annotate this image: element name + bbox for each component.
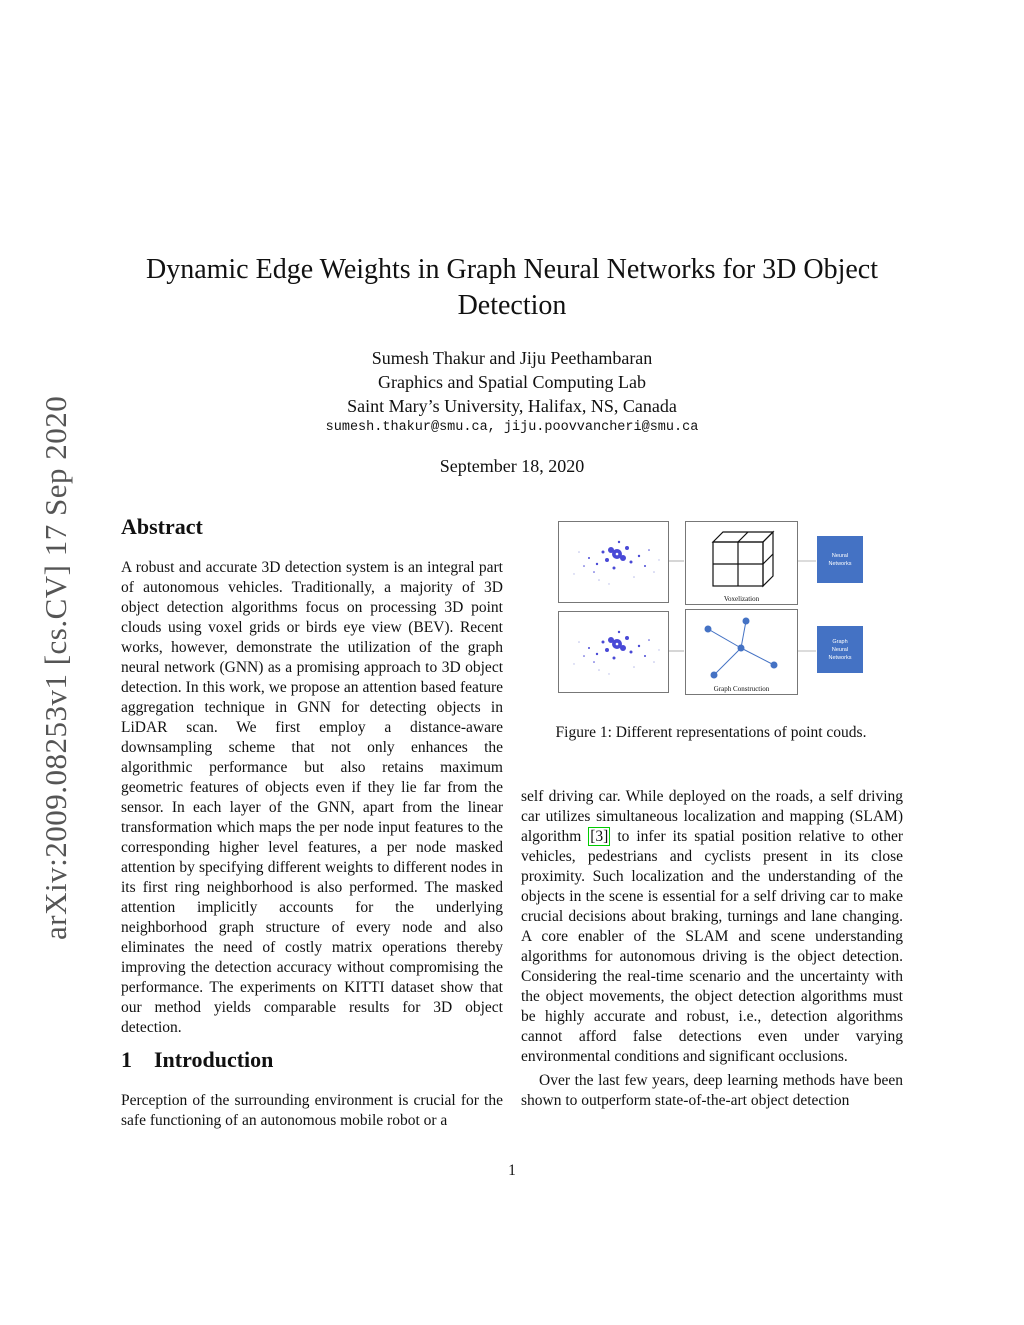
neural-networks-box [817,536,863,583]
intro-right-paragraph-2: Over the last few years, deep learning methods have been shown to outperform state-of-the-art object detection [521,1072,903,1109]
graph-neural-networks-box [817,626,863,673]
paper-title: Dynamic Edge Weights in Graph Neural Networks for 3D Object Detection [145,254,879,321]
section-title: Introduction [154,1047,274,1072]
author-emails: sumesh.thakur@smu.ca, jiju.poovvancheri@smu.ca [325,420,699,435]
voxelization-panel [685,521,798,605]
arxiv-side-label: arXiv:2009.08253v1 [cs.CV] 17 Sep 2020 [38,395,73,940]
voxelization-label: Voxelization [723,595,760,603]
page-number: 1 [508,1162,516,1179]
author-block [210,346,814,418]
intro-left-paragraph: Perception of the surrounding environment is crucial for the safe functioning of an autonomous mobile robot or a [121,1092,503,1129]
authors: Sumesh Thakur and Jiju Peethambaran [371,348,653,368]
gnn-label: Graph Neural Networks [828,638,852,661]
abstract-paragraph: A robust and accurate 3D detection system is an integral part of autonomous vehicles. Traditionally, a majority of 3D object detection algorithms focus on processing 3D point clouds using voxel grids or birds eye view (BEV). Recent works, however, demonstrate the utilization of the graph neural network (GNN) as a promising approach to 3D object detection. In this work, we propose an attention based feature aggregation technique in GNN for detecting objects in LiDAR scan. We first employ a distance-aware downsampling scheme that not only enhances the algorithmic performance but also retains maximum geometric features of objects even if they lie far from the sensor. In each layer of the GNN, apart from the linear transformation which maps the per node input features to the corresponding higher level features, a per node masked attention by specifying different weights to different nodes in its first ring neighborhood is also performed. The masked attention implicitly accounts for the underlying neighborhood graph structure of every node and also eliminates the need of costly matrix operations thereby improving the detection accuracy without compromising the performance. The experiments on KITTI dataset show that our method yields comparable results for 3D object detection. [121,559,503,1036]
graph-icon [686,610,797,680]
section-number: 1 [121,1047,132,1072]
intro-left-text [121,1091,503,1131]
abstract-heading: Abstract [121,514,203,539]
voxel-grid-icon [686,522,797,592]
intro-right-text [521,787,903,1111]
citation-link[interactable]: [3] [590,828,609,845]
affiliation: Graphics and Spatial Computing Lab [378,372,646,392]
university: Saint Mary’s University, Halifax, NS, Canada [347,396,677,416]
figure-1 [556,519,870,695]
abstract-text [121,558,503,1038]
graph-construction-label: Graph Construction [713,685,770,693]
neural-networks-label: Neural Networks [828,552,852,567]
intro-right-paragraph-1: self driving car. While deployed on the roads, a self driving car utilizes simultaneous localization and mapping (SLAM) algorithm [3] to infer its spatial position relative to other vehicles, pedestrians and cyclists present in its close proximity. Such localization and the understanding of the objects in the scene is essential for a self driving car to make crucial decisions about braking, turnings and lane changing. A core enabler of the SLAM and scene understanding algorithms for autonomous driving is the object detection. Considering the real-time scenario and the uncertainty with the object movements, the object detection algorithms must be highly accurate and robust, i.e., detection algorithms cannot afford false detections even under varying environmental conditions and significant occlusions. [521,788,903,1065]
paper-date: September 18, 2020 [439,456,585,476]
intro-heading [121,1047,273,1073]
figure-caption: Figure 1: Different representations of point couds. [555,724,867,741]
graph-construction-panel [685,609,798,695]
